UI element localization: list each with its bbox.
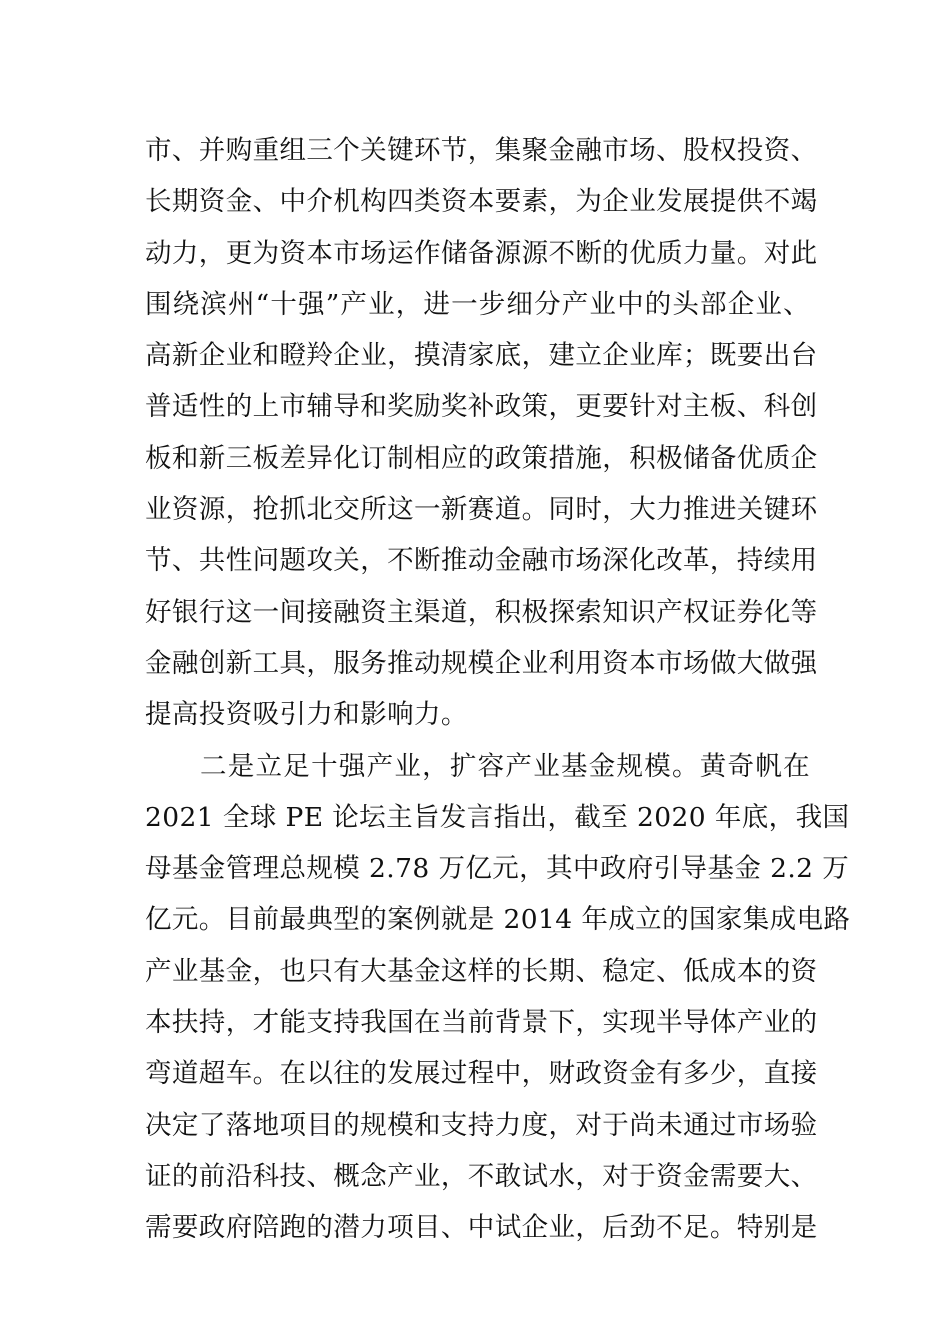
text-line: 市、并购重组三个关键环节，集聚金融市场、股权投资、 — [145, 135, 818, 166]
text-line: 好银行这一间接融资主渠道，积极探索知识产权证券化等 — [145, 596, 818, 628]
text-line: 产业基金，也只有大基金这样的长期、稳定、低成本的资 — [145, 955, 818, 987]
text-line: 高新企业和瞪羚企业，摸清家底，建立企业库；既要出台 — [145, 340, 818, 372]
paragraph-first-line: 二是立足十强产业，扩容产业基金规模。黄奇帆在 — [200, 750, 810, 782]
text-line: 决定了落地项目的规模和支持力度，对于尚未通过市场验 — [145, 1109, 818, 1141]
text-line: 业资源，抢抓北交所这一新赛道。同时，大力推进关键环 — [145, 494, 818, 526]
text-line: 长期资金、中介机构四类资本要素，为企业发展提供不竭 — [145, 186, 818, 218]
text-line: 需要政府陪跑的潜力项目、中试企业，后劲不足。特别是 — [145, 1212, 818, 1244]
paragraph-end-line: 提高投资吸引力和影响力。 — [145, 699, 468, 731]
text-line: 弯道超车。在以往的发展过程中，财政资金有多少，直接 — [145, 1058, 818, 1090]
text-line: 本扶持，才能支持我国在当前背景下，实现半导体产业的 — [145, 1007, 818, 1039]
text-line: 板和新三板差异化订制相应的政策措施，积极储备优质企 — [145, 442, 818, 474]
text-line: 围绕滨州“十强”产业，进一步细分产业中的头部企业、 — [145, 288, 810, 320]
body-text — [145, 125, 851, 1254]
text-line: 动力，更为资本市场运作储备源源不断的优质力量。对此 — [145, 237, 818, 269]
text-line: 亿元。目前最典型的案例就是 2014 年成立的国家集成电路 — [145, 904, 851, 936]
text-line: 母基金管理总规模 2.78 万亿元，其中政府引导基金 2.2 万 — [145, 853, 850, 885]
text-line: 金融创新工具，服务推动规模企业利用资本市场做大做强 — [145, 647, 818, 679]
text-line: 普适性的上市辅导和奖励奖补政策，更要针对主板、科创 — [145, 391, 818, 423]
text-line: 证的前沿科技、概念产业，不敢试水，对于资金需要大、 — [145, 1160, 818, 1192]
text-line: 节、共性问题攻关，不断推动金融市场深化改革，持续用 — [145, 545, 818, 577]
text-line: 2021 全球 PE 论坛主旨发言指出，截至 2020 年底，我国 — [145, 801, 850, 833]
